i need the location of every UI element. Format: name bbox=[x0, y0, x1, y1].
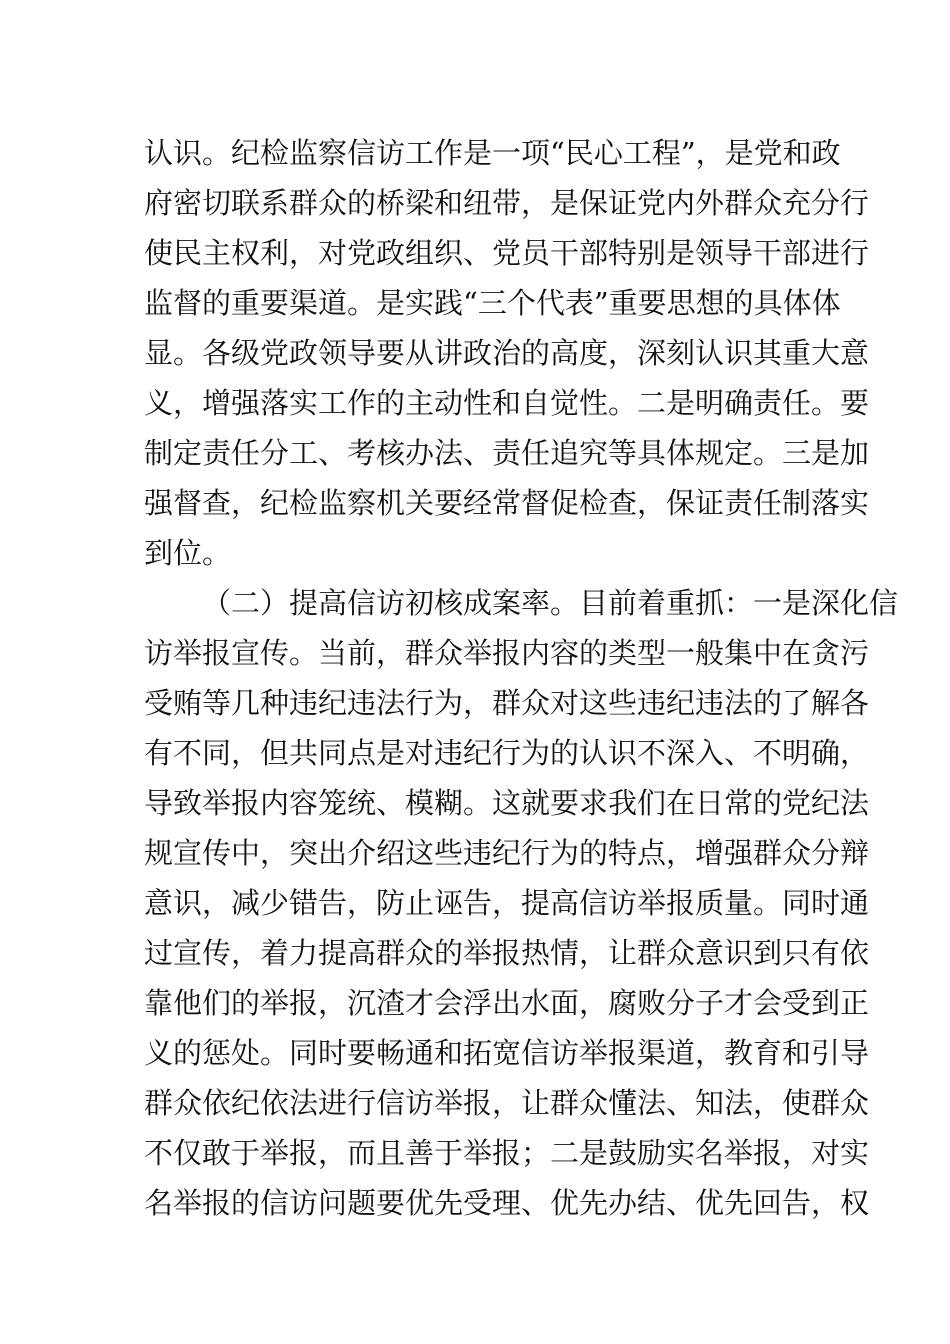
text-line: 靠他们的举报，沉渣才会浮出水面，腐败分子才会受到正 bbox=[144, 986, 870, 1020]
text-line: 强督查，纪检监察机关要经常督促检查，保证责任制落实 bbox=[144, 486, 870, 520]
text-line: 使民主权利，对党政组织、党员干部特别是领导干部进行 bbox=[144, 236, 870, 270]
text-line: 义的惩处。同时要畅通和拓宽信访举报渠道，教育和引导 bbox=[144, 1036, 870, 1070]
text-line: 显。各级党政领导要从讲政治的高度，深刻认识其重大意 bbox=[144, 336, 870, 370]
section-heading-line: （二）提高信访初核成案率。目前着重抓：一是深化信 bbox=[202, 586, 899, 620]
paragraph-end-line: 到位。 bbox=[144, 536, 232, 570]
text-line: 访举报宣传。当前，群众举报内容的类型一般集中在贪污 bbox=[144, 636, 870, 670]
text-line: 监督的重要渠道。是实践“三个代表”重要思想的具体体 bbox=[144, 286, 841, 320]
text-line: 有不同，但共同点是对违纪行为的认识不深入、不明确， bbox=[144, 736, 870, 770]
text-line: 名举报的信访问题要优先受理、优先办结、优先回告，权 bbox=[144, 1186, 870, 1220]
text-line: 群众依纪依法进行信访举报，让群众懂法、知法，使群众 bbox=[144, 1086, 870, 1120]
text-line: 规宣传中，突出介绍这些违纪行为的特点，增强群众分辩 bbox=[144, 836, 870, 870]
text-line: 制定责任分工、考核办法、责任追究等具体规定。三是加 bbox=[144, 436, 870, 470]
text-line: 府密切联系群众的桥梁和纽带，是保证党内外群众充分行 bbox=[144, 186, 870, 220]
text-line: 受贿等几种违纪违法行为，群众对这些违纪违法的了解各 bbox=[144, 686, 870, 720]
text-line: 不仅敢于举报，而且善于举报；二是鼓励实名举报，对实 bbox=[144, 1136, 870, 1170]
text-line: 导致举报内容笼统、模糊。这就要求我们在日常的党纪法 bbox=[144, 786, 870, 820]
text-line: 意识，减少错告，防止诬告，提高信访举报质量。同时通 bbox=[144, 886, 870, 920]
text-line: 认识。纪检监察信访工作是一项“民心工程”，是党和政 bbox=[144, 136, 841, 170]
text-line: 过宣传，着力提高群众的举报热情，让群众意识到只有依 bbox=[144, 936, 870, 970]
text-line: 义，增强落实工作的主动性和自觉性。二是明确责任。要 bbox=[144, 386, 870, 420]
body-text bbox=[144, 128, 899, 1228]
